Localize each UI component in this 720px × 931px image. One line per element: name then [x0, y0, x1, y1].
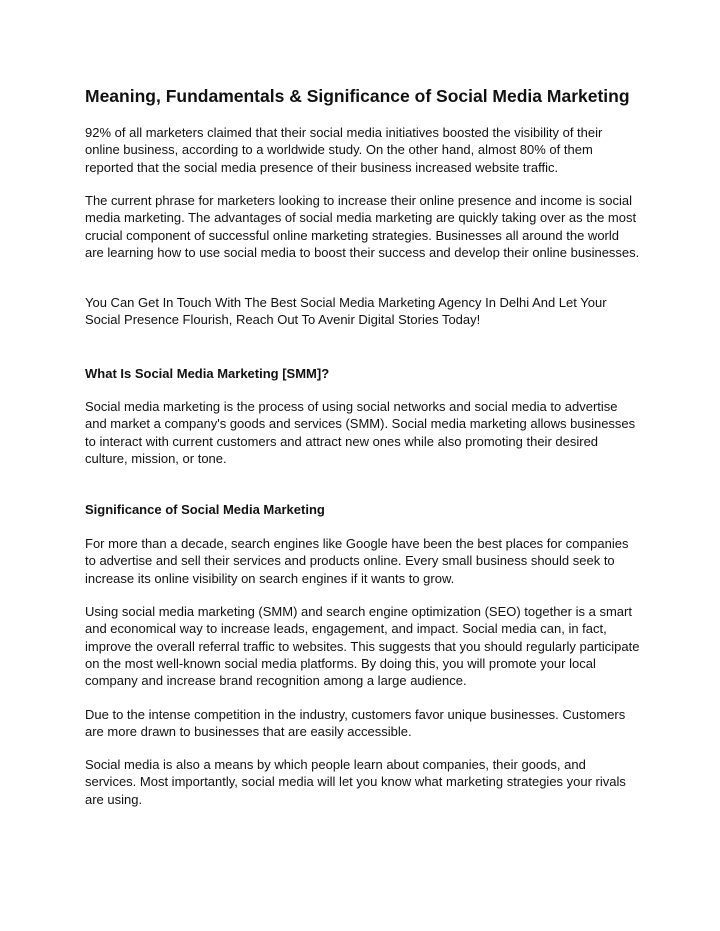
significance-paragraph-2: Using social media marketing (SMM) and search engine optimization (SEO) together is a smart and economical way to increase leads, engagement, and impact. Social media can, in fact, improve the overall referral traffic to websites. This suggests that you should regularly participate on the most well-known social media platforms. By doing this, you will promote your local company and increase brand recognition among a large audience. — [85, 604, 640, 689]
what-is-smm-paragraph: Social media marketing is the process of using social networks and social media to advertise and market a company's goods and services (SMM). Social media marketing allows businesses to interact with current customers and attract new ones while also promoting their desired culture, mission, or tone. — [85, 399, 636, 466]
significance-paragraph-4: Social media is also a means by which people learn about companies, their goods, and services. Most importantly, social media will let you know what marketing strategies your rivals are using. — [85, 757, 626, 807]
significance-paragraph-1: For more than a decade, search engines like Google have been the best places for companies to advertise and sell their services and products online. Every small business should seek to increase its online visibility on search engines if it wants to grow. — [85, 536, 629, 586]
intro-paragraph-3: You Can Get In Touch With The Best Social Media Marketing Agency In Delhi And Let Your Social Presence Flourish, Reach Out To Avenir Digital Stories Today! — [85, 295, 607, 328]
section-heading-what-is-smm: What Is Social Media Marketing [SMM]? — [85, 366, 330, 381]
intro-paragraph-2: The current phrase for marketers looking to increase their online presence and income is social media marketing. The advantages of social media marketing are quickly taking over as the most crucial component of successful online marketing strategies. Businesses all around the world are learning how to use social media to boost their success and develop their online businesses. — [85, 193, 640, 260]
document-title: Meaning, Fundamentals & Significance of Social Media Marketing — [85, 86, 630, 106]
section-heading-significance: Significance of Social Media Marketing — [85, 502, 325, 517]
intro-paragraph-1: 92% of all marketers claimed that their social media initiatives boosted the visibility of their online business, according to a worldwide study. On the other hand, almost 80% of them reported that the social media presence of their business increased website traffic. — [85, 125, 603, 175]
significance-paragraph-3: Due to the intense competition in the industry, customers favor unique businesses. Customers are more drawn to businesses that are easily accessible. — [85, 707, 626, 740]
